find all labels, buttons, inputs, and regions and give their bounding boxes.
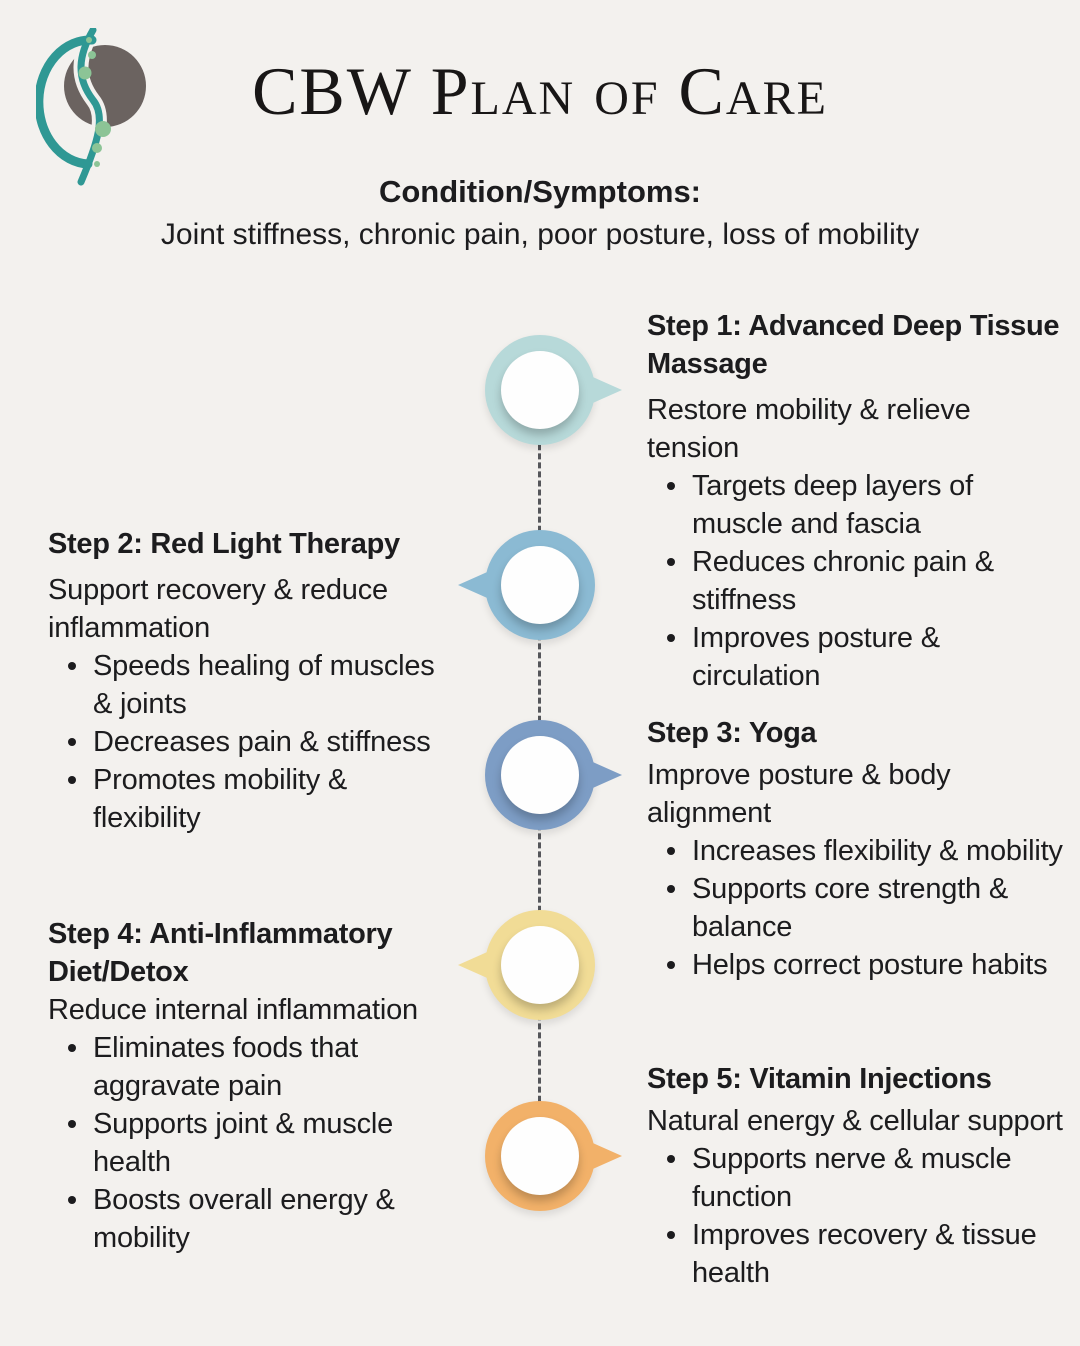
- condition-symptoms-text: Joint stiffness, chronic pain, poor posture, loss of mobility: [160, 218, 920, 251]
- step-2-core: [501, 546, 579, 624]
- pointer-tail-right-icon: [586, 759, 622, 791]
- step-3-marker: [485, 720, 595, 830]
- pointer-tail-right-icon: [586, 1140, 622, 1172]
- bullet-item: Promotes mobility & flexibility: [48, 761, 460, 837]
- step-subtitle: Restore mobility & relieve tension: [647, 394, 971, 464]
- step-3-block: [647, 714, 1067, 984]
- step-1-core: [501, 351, 579, 429]
- step-subtitle: Natural energy & cellular support: [647, 1105, 1063, 1137]
- bullet-item: Supports joint & muscle health: [48, 1105, 460, 1181]
- step-4-core: [501, 926, 579, 1004]
- step-2-block: [48, 525, 460, 837]
- step-subtitle: Improve posture & body alignment: [647, 759, 951, 829]
- step-title: Step 2: Red Light Therapy: [48, 528, 400, 560]
- condition-label: Condition/Symptoms:: [378, 174, 702, 209]
- step-4-marker: [485, 910, 595, 1020]
- step-4-block: [48, 915, 460, 1257]
- pointer-tail-right-icon: [586, 374, 622, 406]
- bullet-item: Increases flexibility & mobility: [647, 832, 1067, 870]
- step-1-marker: [485, 335, 595, 445]
- step-subtitle: Support recovery & reduce inflammation: [48, 574, 388, 644]
- step-1-block: [647, 307, 1067, 695]
- step-title: Step 3: Yoga: [647, 717, 817, 749]
- bullet-item: Reduces chronic pain & stiffness: [647, 543, 1067, 619]
- step-bullets: [647, 467, 1067, 695]
- step-bullets: [48, 647, 460, 837]
- step-5-marker: [485, 1101, 595, 1211]
- bullet-item: Supports core strength & balance: [647, 870, 1067, 946]
- step-title: Step 4: Anti-Inflammatory Diet/Detox: [48, 918, 393, 988]
- step-bullets: [48, 1029, 460, 1257]
- bullet-item: Boosts overall energy & mobility: [48, 1181, 460, 1257]
- bullet-item: Improves recovery & tissue health: [647, 1216, 1067, 1292]
- step-3-core: [501, 736, 579, 814]
- pointer-tail-left-icon: [458, 569, 494, 601]
- page-title: CBW Plan of Care: [252, 53, 828, 129]
- step-subtitle: Reduce internal inflammation: [48, 994, 418, 1026]
- bullet-item: Decreases pain & stiffness: [48, 723, 460, 761]
- bullet-item: Helps correct posture habits: [647, 946, 1067, 984]
- pointer-tail-left-icon: [458, 949, 494, 981]
- bullet-item: Improves posture & circulation: [647, 619, 1067, 695]
- step-title: Step 1: Advanced Deep Tissue Massage: [647, 310, 1060, 380]
- step-2-marker: [485, 530, 595, 640]
- bullet-item: Targets deep layers of muscle and fascia: [647, 467, 1067, 543]
- step-5-core: [501, 1117, 579, 1195]
- step-bullets: [647, 832, 1067, 984]
- bullet-item: Eliminates foods that aggravate pain: [48, 1029, 460, 1105]
- step-bullets: [647, 1140, 1067, 1292]
- bullet-item: Speeds healing of muscles & joints: [48, 647, 460, 723]
- bullet-item: Supports nerve & muscle function: [647, 1140, 1067, 1216]
- step-title: Step 5: Vitamin Injections: [647, 1063, 992, 1095]
- step-5-block: [647, 1060, 1067, 1292]
